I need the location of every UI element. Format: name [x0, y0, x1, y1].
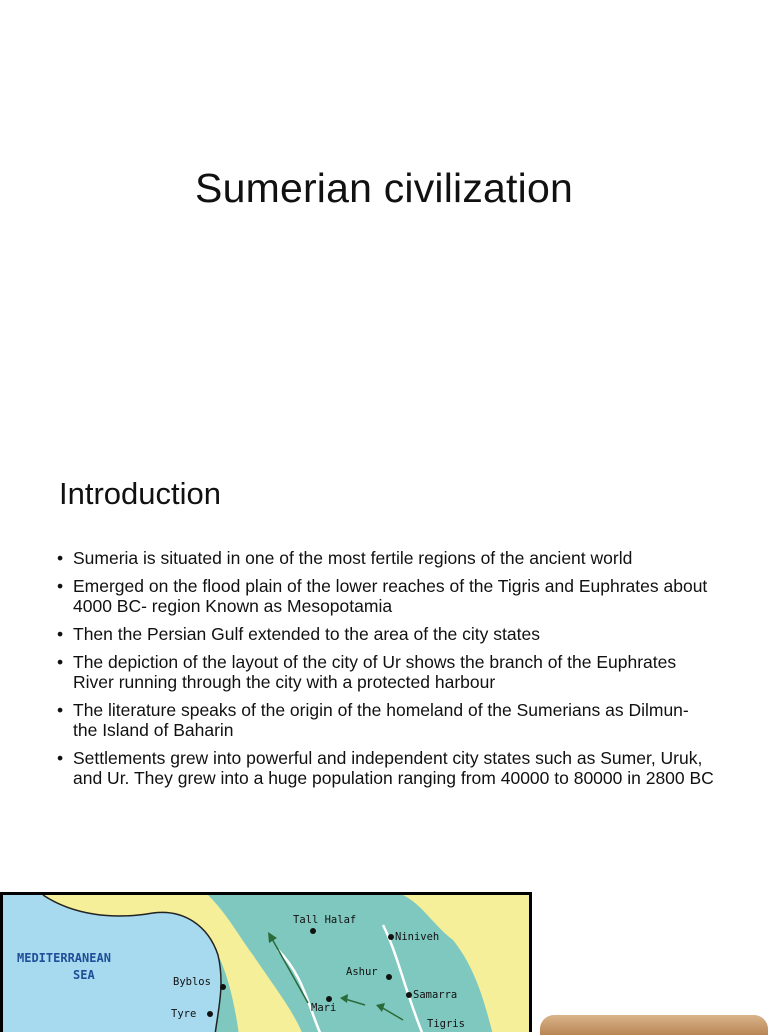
- city-label: Byblos: [173, 976, 211, 988]
- mesopotamia-map: [0, 892, 532, 1032]
- city-label: Ashur: [346, 966, 378, 978]
- city-marker: [388, 934, 394, 940]
- city-label: Tyre: [171, 1008, 197, 1020]
- city-label: Mari: [311, 1002, 337, 1014]
- bullet-item: • Settlements grew into powerful and independent city states such as Sumer, Uruk, and Ur. They grew into a huge population ranging from 40000 to 80000 in 2800 BC: [57, 748, 717, 788]
- bullet-item: • The literature speaks of the origin of the homeland of the Sumerians as Dilmun- the Island of Baharin: [57, 700, 717, 740]
- bullet-item: • Then the Persian Gulf extended to the area of the city states: [57, 624, 717, 644]
- city-label: Niniveh: [395, 931, 440, 943]
- title-slide: [0, 0, 768, 440]
- bullet-item: • Sumeria is situated in one of the most fertile regions of the ancient world: [57, 548, 717, 568]
- river-label: Tigris: [427, 1018, 465, 1030]
- city-label: Samarra: [413, 989, 458, 1001]
- clay-tablet-image: [540, 1015, 768, 1035]
- city-label: Tall Halaf: [293, 914, 357, 926]
- introduction-slide: [0, 440, 768, 1030]
- map-graphic: [3, 895, 529, 1032]
- bullet-item: • The depiction of the layout of the city of Ur shows the branch of the Euphrates River running through the city with a protected harbour: [57, 652, 717, 692]
- slide-title: Sumerian civilization: [195, 165, 573, 211]
- city-marker: [386, 974, 392, 980]
- slide-heading: Introduction: [59, 476, 221, 511]
- bullet-list: [57, 548, 717, 796]
- sea-label: MEDITERRANEAN: [17, 951, 111, 965]
- sea-label: SEA: [73, 968, 95, 982]
- city-marker: [207, 1011, 213, 1017]
- city-marker: [406, 992, 412, 998]
- bullet-item: • Emerged on the flood plain of the lower reaches of the Tigris and Euphrates about 4000 BC- region Known as Mesopotamia: [57, 576, 717, 616]
- city-marker: [220, 984, 226, 990]
- city-marker: [310, 928, 316, 934]
